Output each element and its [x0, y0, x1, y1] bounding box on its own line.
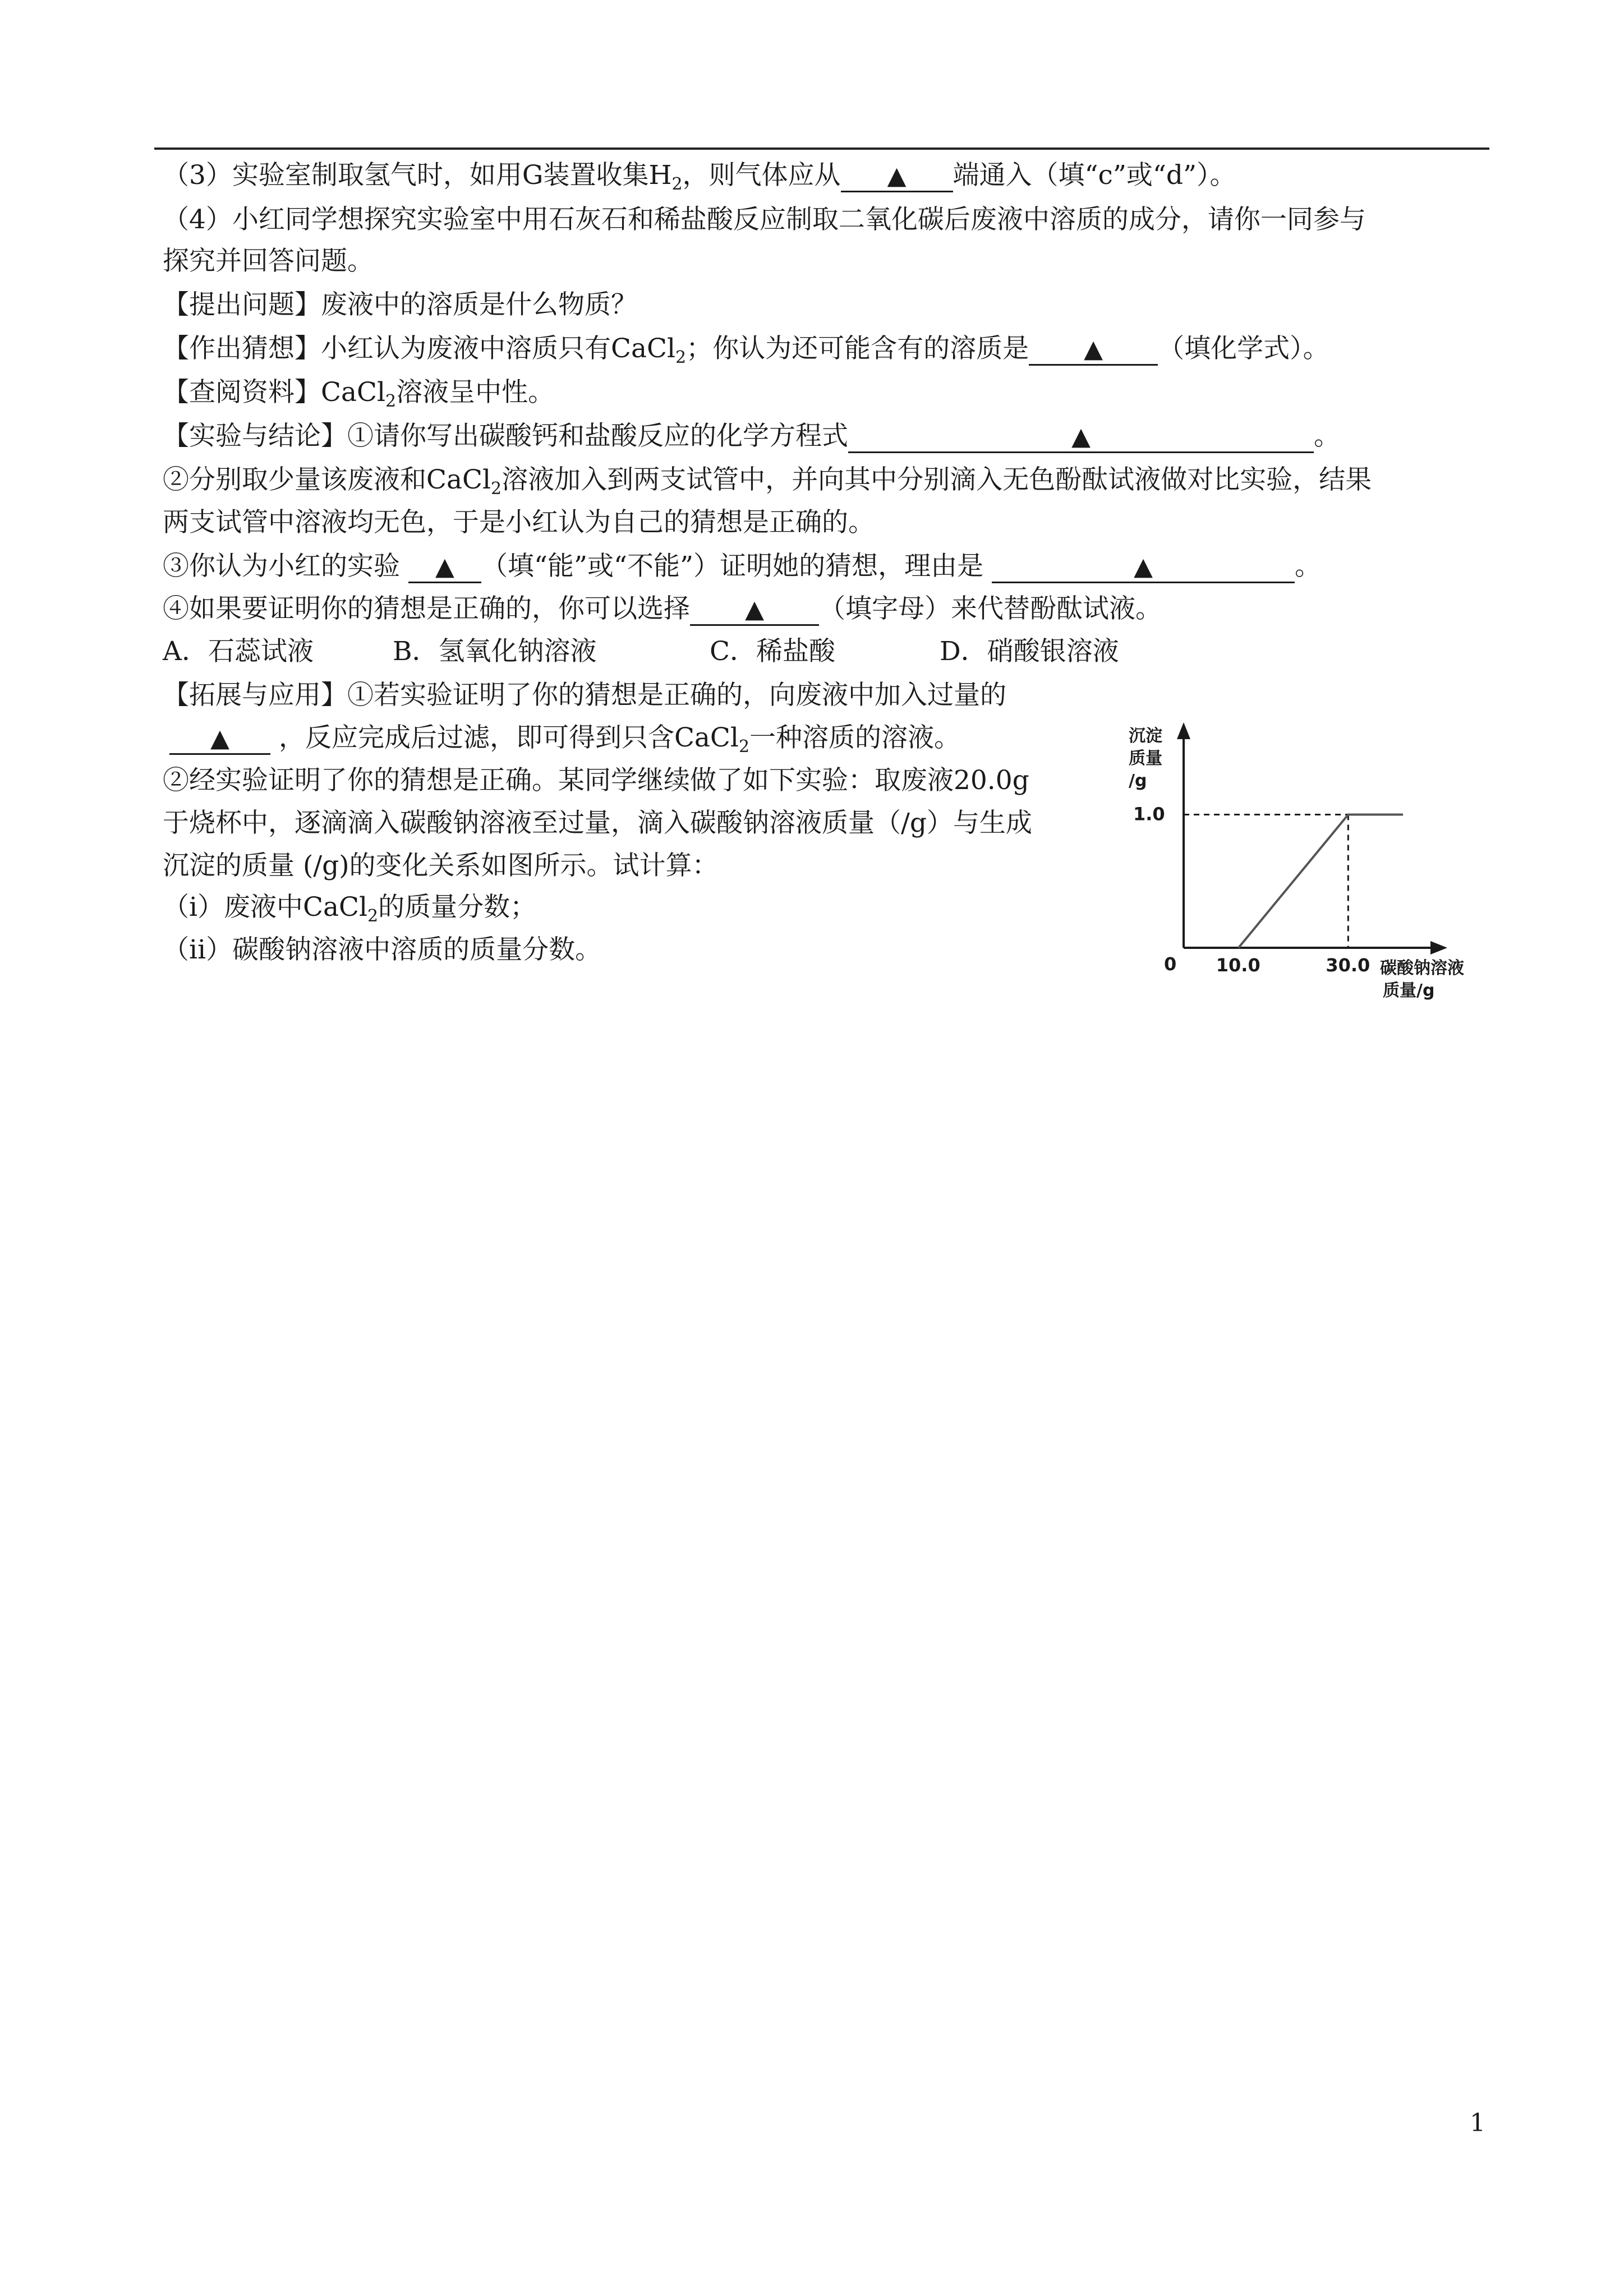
q3-text-mid: ，则气体应从	[682, 160, 841, 191]
equation-answer-blank[interactable]: ▲	[848, 422, 1314, 453]
extension-text: ，反应完成后过滤，即可得到只含CaCl	[278, 722, 739, 753]
step3-answer-blank[interactable]: ▲	[408, 552, 481, 583]
hypothesis-text-end: （填化学式）。	[1158, 333, 1329, 364]
step4-answer-blank[interactable]: ▲	[690, 595, 819, 626]
experiment-text: 【实验与结论】①请你写出碳酸钙和盐酸反应的化学方程式	[163, 421, 848, 451]
calc-item2: （ⅱ）碳酸钠溶液中溶质的质量分数。	[163, 934, 602, 965]
reason-answer-blank[interactable]: ▲	[992, 552, 1295, 583]
calc-line1: ②经实验证明了你的猜想是正确。某同学继续做了如下实验：取废液20.0g	[163, 765, 1029, 796]
q4-line2: 探究并回答问题。	[163, 246, 374, 276]
reference-text: 【查阅资料】CaCl	[163, 377, 385, 408]
step2-text: ②分别取少量该废液和CaCl	[163, 464, 491, 495]
calc-line3: 沉淀的质量 (/g)的变化关系如图所示。试计算：	[163, 850, 719, 881]
hypothesis-subscript: 2	[675, 348, 687, 367]
choices-line	[163, 635, 1119, 668]
origin-label: 0	[1164, 953, 1177, 975]
step2-subscript: 2	[490, 479, 502, 499]
q3-text: （3）实验室制取氢气时，如用G装置收集H	[163, 160, 672, 191]
step3-line	[163, 550, 1321, 583]
precipitate-series-line	[1239, 815, 1403, 948]
choice-c: C．稀盐酸	[710, 636, 835, 667]
q3-text-end: 端通入（填“c”或“d”）。	[953, 160, 1236, 191]
x-axis-arrow-icon	[1430, 941, 1447, 955]
choice-b: B．氢氧化钠溶液	[393, 636, 597, 667]
reference-text-end: 溶液呈中性。	[396, 377, 555, 408]
step2-line1	[163, 463, 1372, 506]
y-label-line-1: 沉淀	[1129, 726, 1162, 746]
question-line: 【提出问题】废液中的溶质是什么物质？	[163, 289, 637, 320]
x-label-line-2: 质量/g	[1383, 981, 1435, 1001]
step2-text-end: 溶液加入到两支试管中，并向其中分别滴入无色酚酞试液做对比实验，结果	[502, 464, 1372, 495]
header-rule	[154, 147, 1489, 150]
hypothesis-line	[163, 332, 1329, 375]
x-tick-label-2: 30.0	[1326, 955, 1370, 976]
x-label-line-1: 碳酸钠溶液	[1380, 958, 1464, 978]
extension-answer-blank[interactable]: ▲	[169, 724, 270, 755]
experiment-text-end: 。	[1314, 421, 1340, 451]
step3-text: ③你认为小红的实验	[163, 551, 400, 582]
calc-item1-text-end: 的质量分数；	[378, 892, 537, 923]
y-label-line-3: /g	[1129, 771, 1147, 791]
extension-line2	[163, 721, 960, 764]
calc-item1-subscript: 2	[367, 906, 379, 926]
step3-text-mid: （填“能”或“不能”）证明她的猜想，理由是	[481, 551, 984, 582]
q4-line1: （4）小红同学想探究实验室中用石灰石和稀盐酸反应制取二氧化碳后废液中溶质的成分，请你一同参与	[163, 204, 1366, 235]
q3-subscript: 2	[671, 174, 683, 194]
hypothesis-text: 【作出猜想】小红认为废液中溶质只有CaCl	[163, 333, 675, 364]
step4-line	[163, 592, 1162, 626]
y-tick-label: 1.0	[1133, 803, 1165, 825]
q3-line	[163, 159, 1236, 201]
q3-answer-blank[interactable]: ▲	[841, 162, 953, 192]
choice-a: A．石蕊试液	[163, 636, 314, 667]
calc-item1-text: （ⅰ）废液中CaCl	[163, 892, 368, 923]
experiment-line	[163, 419, 1340, 453]
extension-text-end: 一种溶质的溶液。	[749, 722, 961, 753]
x-tick-label-1: 10.0	[1216, 955, 1260, 976]
extension-subscript: 2	[738, 737, 750, 757]
reference-subscript: 2	[385, 391, 397, 411]
calc-item1	[163, 891, 536, 933]
step2-line2: 两支试管中溶液均无色，于是小红认为自己的猜想是正确的。	[163, 507, 875, 538]
page-number: 1	[1470, 2109, 1485, 2137]
y-label-line-2: 质量	[1129, 749, 1162, 768]
hypothesis-answer-blank[interactable]: ▲	[1029, 335, 1158, 366]
step3-text-end: 。	[1295, 551, 1322, 582]
step4-text-end: （填字母）来代替酚酞试液。	[819, 593, 1162, 624]
step4-text: ④如果要证明你的猜想是正确的，你可以选择	[163, 593, 690, 624]
y-axis-arrow-icon	[1177, 722, 1190, 739]
choice-d: D．硝酸银溶液	[940, 636, 1119, 667]
precipitate-chart	[1116, 712, 1498, 1015]
calc-line2: 于烧杯中，逐滴滴入碳酸钠溶液至过量，滴入碳酸钠溶液质量（/g）与生成	[163, 808, 1032, 838]
reference-line	[163, 376, 554, 418]
extension-line1: 【拓展与应用】①若实验证明了你的猜想是正确的，向废液中加入过量的	[163, 680, 1006, 711]
hypothesis-text-mid: ；你认为还可能含有的溶质是	[686, 333, 1029, 364]
